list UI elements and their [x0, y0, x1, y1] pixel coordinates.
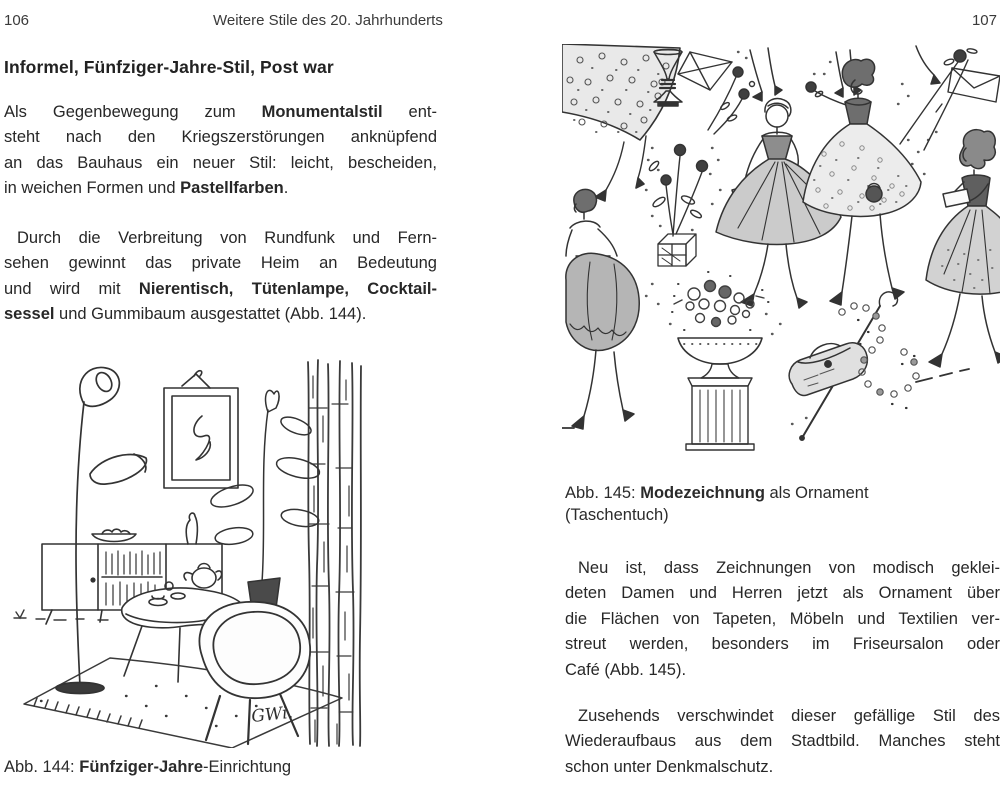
text: deten Damen und Herren jetzt als Ornament über — [565, 584, 1000, 603]
text-line — [565, 707, 1000, 732]
text-line — [4, 128, 437, 153]
page-number-left: 106 — [4, 12, 30, 29]
text — [233, 280, 251, 298]
text: ent- — [382, 103, 437, 121]
text-line — [4, 154, 437, 179]
text-line — [565, 732, 1000, 757]
paragraph-4 — [565, 707, 1000, 783]
text: schon unter Denkmalschutz. — [565, 757, 774, 776]
bold-text: Fünfziger-Jahre — [79, 758, 204, 776]
bold-text: Modezeichnung — [640, 484, 765, 502]
figure-144-illustration — [6, 356, 362, 748]
figure-145-caption — [565, 484, 995, 527]
figure-145-illustration — [562, 44, 1000, 468]
text: streut werden, besonders im Friseursalon oder — [565, 635, 1000, 654]
text: Durch die Verbreitung von Rundfunk und Fern- — [17, 229, 437, 247]
text-line — [565, 758, 1000, 783]
bold-text: Cocktail- — [367, 279, 437, 298]
text: an das Bauhaus ein neuer Stil: leicht, bescheiden, — [4, 153, 437, 172]
figure-145-caption-line1 — [565, 484, 995, 506]
text-line — [565, 661, 1000, 686]
text: Neu ist, dass Zeichnungen von modisch geklei- — [578, 559, 1000, 577]
bold-text: Tütenlampe, — [251, 279, 349, 298]
text-line — [4, 103, 437, 128]
bold-text: Monumentalstil — [261, 103, 383, 121]
figure-144-caption — [4, 758, 437, 777]
text: und Gummibaum ausgestattet (Abb. 144). — [54, 305, 367, 324]
figure-145 — [562, 44, 1000, 468]
text: die Flächen von Tapeten, Möbeln und Textilien ver- — [565, 609, 1000, 628]
text-line — [4, 254, 437, 279]
text: Wiederaufbaus aus dem Stadtbild. Manches steht — [565, 732, 1000, 751]
text-line — [4, 179, 437, 204]
text: und wird mit — [4, 279, 139, 298]
text: -Einrichtung — [203, 758, 292, 776]
text: (Taschentuch) — [565, 505, 669, 524]
bold-text: sessel — [4, 305, 55, 324]
text-line — [4, 229, 437, 254]
figure-145-caption-line2 — [565, 506, 995, 528]
text: Abb. 145: — [565, 484, 641, 502]
text-line — [565, 610, 1000, 635]
page-number-right: 107 — [971, 12, 997, 29]
text: sehen gewinnt das private Heim an Bedeutung — [4, 254, 437, 273]
paragraph-1 — [4, 103, 437, 205]
text: Abb. 144: — [4, 758, 80, 776]
text: in weichen Formen und — [4, 179, 181, 198]
bold-text: Pastellfarben — [180, 179, 284, 198]
text: steht nach den Kriegszerstörungen anknüpfend — [4, 128, 437, 147]
figure-144 — [6, 356, 362, 748]
text: Zusehends verschwindet dieser gefällige Stil des — [578, 707, 1000, 725]
text-line — [565, 559, 1000, 584]
text: Café (Abb. 145). — [565, 660, 687, 679]
artist-signature: GWi. — [250, 702, 294, 727]
text-line — [4, 280, 437, 305]
paragraph-2 — [4, 229, 437, 331]
text: . — [283, 179, 289, 198]
running-head: Weitere Stile des 20. Jahrhunderts — [213, 12, 443, 29]
paragraph-3 — [565, 559, 1000, 686]
text — [349, 280, 367, 298]
text: Als Gegenbewegung zum — [4, 103, 262, 121]
text-line — [565, 584, 1000, 609]
text: als Ornament — [764, 484, 869, 502]
bold-text: Nierentisch, — [138, 279, 234, 298]
text-line — [4, 305, 437, 330]
text-line — [565, 635, 1000, 660]
section-heading: Informel, Fünfziger-Jahre-Stil, Post war — [4, 57, 334, 77]
